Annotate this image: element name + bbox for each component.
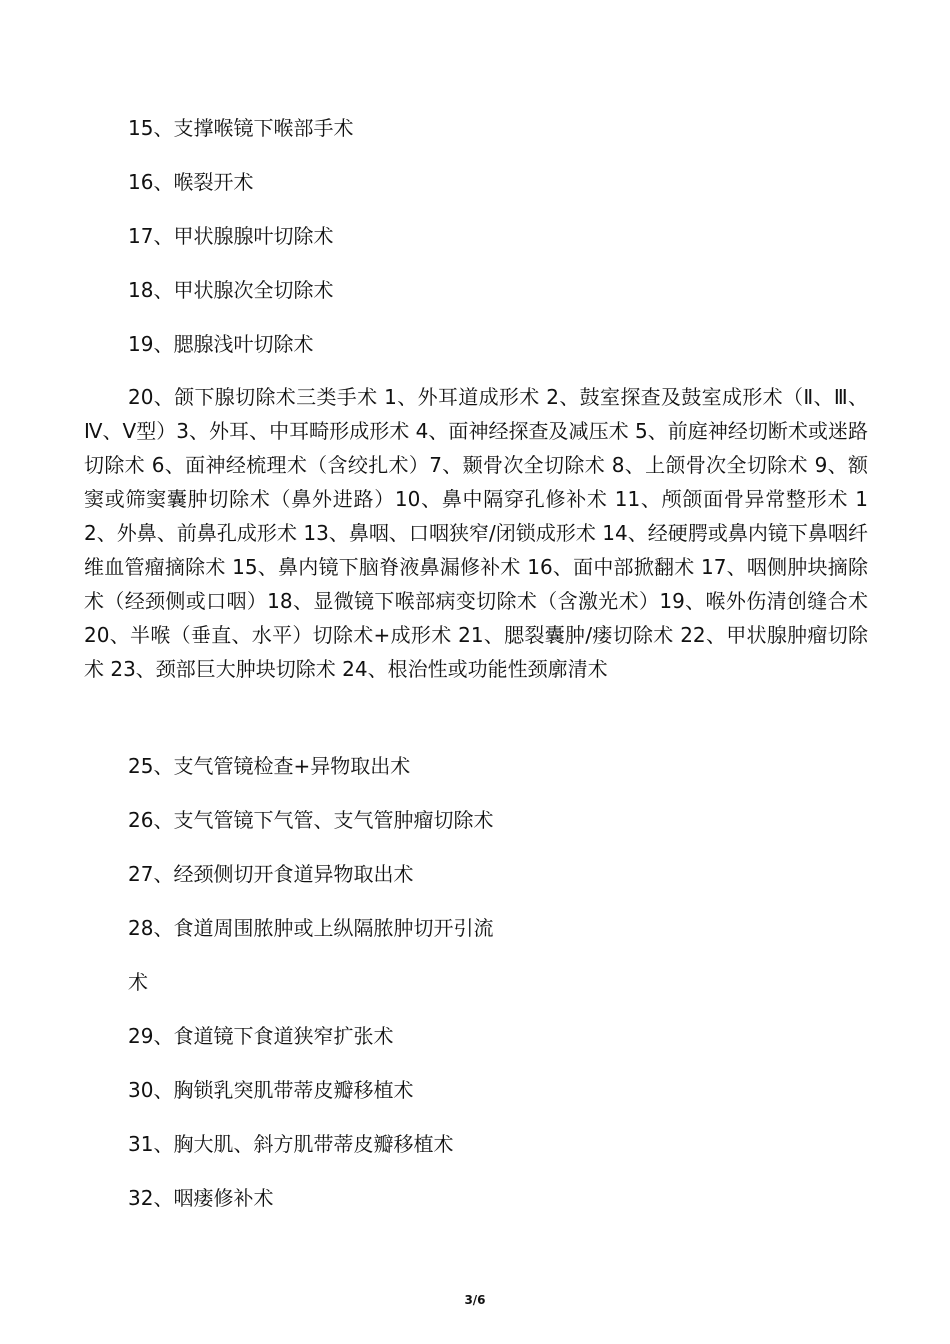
list-item-32: 32、咽瘘修补术: [128, 1186, 274, 1210]
list-item-28: 28、食道周围脓肿或上纵隔脓肿切开引流: [128, 916, 494, 940]
list-item-16: 16、喉裂开术: [128, 170, 254, 194]
list-item-30: 30、胸锁乳突肌带蒂皮瓣移植术: [128, 1078, 414, 1102]
list-item-27: 27、经颈侧切开食道异物取出术: [128, 862, 414, 886]
list-item-15: 15、支撑喉镜下喉部手术: [128, 116, 354, 140]
list-item-19: 19、腮腺浅叶切除术: [128, 332, 314, 356]
list-item-18: 18、甲状腺次全切除术: [128, 278, 334, 302]
list-item-29: 29、食道镜下食道狭窄扩张术: [128, 1024, 394, 1048]
list-item-28-continued: 术: [128, 970, 148, 994]
page-number: 3/6: [464, 1293, 486, 1307]
list-item-20-paragraph: 20、颌下腺切除术三类手术 1、外耳道成形术 2、鼓室探查及鼓室成形术（Ⅱ、Ⅲ、Ⅳ、Ⅴ型）3、外耳、中耳畸形成形术 4、面神经探查及减压术 5、前庭神经切断术或迷路切除术 6、面神经梳理术（含绞扎术）7、颞骨次全切除术 8、上颌骨次全切除术 9、额窦或筛窦囊肿切除术（鼻外进路）10、鼻中隔穿孔修补术 11、颅颌面骨异常整形术 12、外鼻、前鼻孔成形术 13、鼻咽、口咽狭窄/闭锁成形术 14、经硬腭或鼻内镜下鼻咽纤维血管瘤摘除术 15、鼻内镜下脑脊液鼻漏修补术 16、面中部掀翻术 17、咽侧肿块摘除术（经颈侧或口咽）18、显微镜下喉部病变切除术（含激光术）19、喉外伤清创缝合术 20、半喉（垂直、水平）切除术+成形术 21、腮裂囊肿/瘘切除术 22、甲状腺肿瘤切除术 23、颈部巨大肿块切除术 24、根治性或功能性颈廓清术: [84, 385, 868, 681]
list-item-25: 25、支气管镜检查+异物取出术: [128, 754, 411, 778]
list-item-17: 17、甲状腺腺叶切除术: [128, 224, 334, 248]
list-item-26: 26、支气管镜下气管、支气管肿瘤切除术: [128, 808, 494, 832]
list-item-31: 31、胸大肌、斜方肌带蒂皮瓣移植术: [128, 1132, 454, 1156]
